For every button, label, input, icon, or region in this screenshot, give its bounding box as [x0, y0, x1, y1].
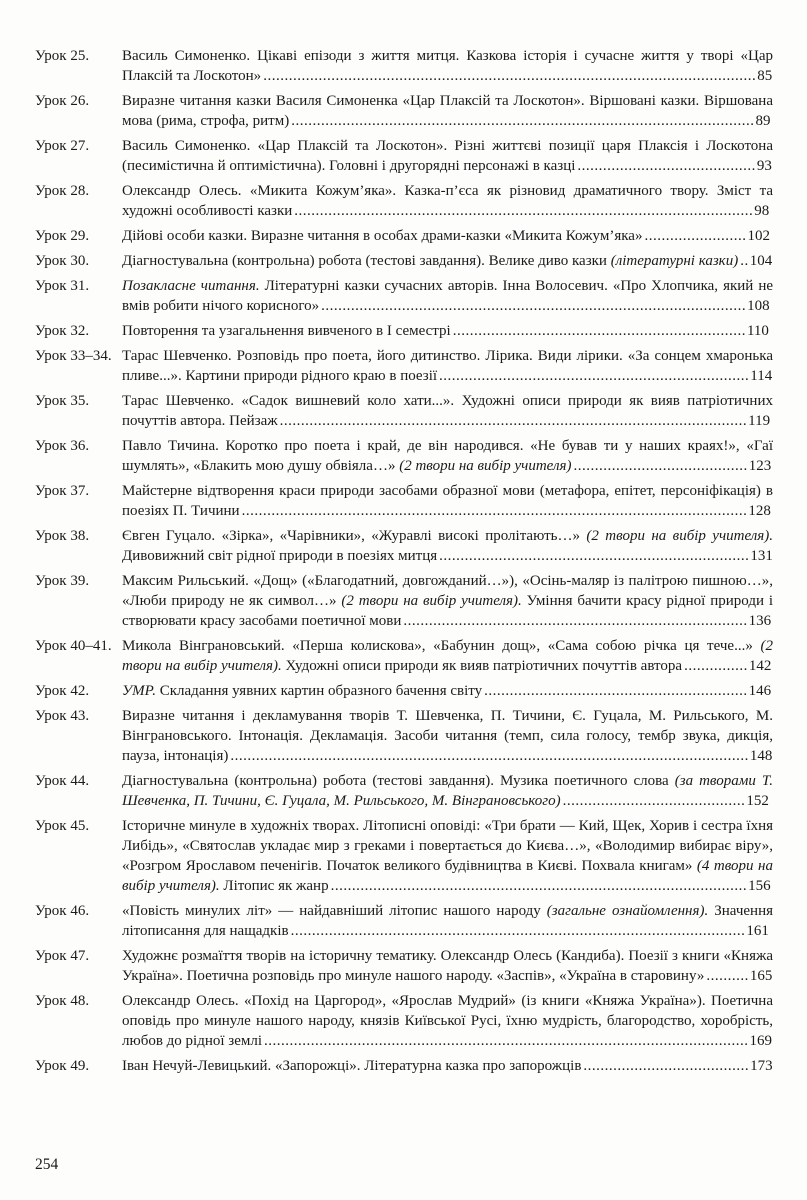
text-segment: (загальне ознайомлення).: [546, 903, 709, 919]
entry-title: [122, 436, 773, 476]
text-segment: (2 твори на вибір учителя): [399, 458, 572, 474]
dot-leader: .....................................................................: [452, 323, 746, 339]
toc-entry: [35, 481, 773, 521]
dot-leader: ............................................................................................................: [294, 203, 754, 219]
lesson-label: Урок 37.: [35, 483, 90, 499]
page-number: 173: [750, 1058, 773, 1074]
text-segment: (4 твори на вибір учителя).: [122, 858, 773, 894]
toc-entry: [35, 276, 773, 316]
toc-entry: [35, 571, 773, 631]
lesson-label: Урок 32.: [35, 323, 90, 339]
page-number: 119: [748, 413, 771, 429]
text-segment: Олександр Олесь. «Микита Кожум’яка». Казка-п’єса як різновид драматичного твору. Зміст та художні особливості казки: [122, 183, 773, 219]
text-segment: Позакласне читання.: [122, 278, 260, 294]
dot-leader: ..........: [706, 968, 749, 984]
entry-text: [122, 948, 773, 984]
lesson-label: Урок 47.: [35, 948, 90, 964]
toc-entry: [35, 771, 773, 811]
text-segment: Василь Симоненко. Цікаві епізоди з життя митця. Казкова історія і сучасне життя у творі «Цар Плаксій та Лоскотон»: [122, 48, 773, 84]
dot-leader: ..................................................................................................................: [264, 1033, 749, 1049]
toc-entry: [35, 91, 773, 131]
dot-leader: .......................................: [583, 1058, 750, 1074]
text-segment: Виразне читання казки Василя Симоненка «Цар Плаксій та Лоскотон». Віршовані казки. Віршована мова (рима, строфа, ритм): [122, 93, 773, 129]
entry-title: [122, 571, 773, 631]
toc-entry: [35, 1056, 773, 1076]
dot-leader: ..: [740, 253, 749, 269]
text-segment: Дійові особи казки. Виразне читання в особах драми-казки «Микита Кожум’яка»: [122, 228, 643, 244]
entry-title: [122, 181, 773, 221]
lesson-label: Урок 28.: [35, 183, 90, 199]
text-segment: (2 твори на вибір учителя).: [341, 593, 522, 609]
page-number: 123: [748, 458, 772, 474]
text-segment: (2 твори на вибір учителя).: [122, 638, 773, 674]
text-segment: Повторення та узагальнення вивченого в І семестрі: [122, 323, 451, 339]
dot-leader: ....................................................................................................: [321, 298, 747, 314]
lesson-label: Урок 45.: [35, 818, 90, 834]
text-segment: Тарас Шевченко. Розповідь про поета, його дитинство. Лірика. Види лірики. «За сонцем хмаронька пливе...». Картини природи рідного краю в поезії: [122, 348, 773, 384]
page-number: 136: [748, 613, 772, 629]
entry-title: [122, 136, 773, 176]
entry-title: [122, 946, 773, 986]
toc-entry: [35, 136, 773, 176]
page-number: 165: [749, 968, 773, 984]
lesson-label: Урок 26.: [35, 93, 90, 109]
toc-entry: [35, 251, 773, 271]
text-segment: Євген Гуцало. «Зірка», «Чарівники», «Журавлі високі пролітають…»: [122, 528, 587, 544]
page-number: 98: [754, 203, 770, 219]
entry-title: [122, 991, 773, 1051]
entry-title: [122, 251, 773, 271]
page-number: 108: [747, 298, 770, 314]
lesson-label: Урок 40–41.: [35, 638, 112, 654]
text-segment: Історичне минуле в художніх творах. Літописні оповіді: «Три брати — Кий, Щек, Хорив і сестра їхня Либідь», «Святослав укладає мир з греками і повертається до Києва…», «Володимир вибирає віру», «Розгром Ярославом печенігів. Початок великого будівництва в Києві. Похвала книгам»: [122, 818, 773, 874]
dot-leader: .......................................................................................................................: [241, 503, 748, 519]
entry-title: [122, 1056, 773, 1076]
entry-title: [122, 636, 773, 676]
text-segment: (2 твори на вибір учителя).: [586, 528, 773, 544]
entry-title: [122, 91, 773, 131]
dot-leader: ...........................................: [562, 793, 746, 809]
text-segment: Значення літописання для нащадків: [122, 903, 773, 939]
entry-title: [122, 276, 773, 316]
text-segment: Тарас Шевченко. «Садок вишневий коло хати...». Художні описи природи як вияв патріотичних почуттів автора. Пейзаж: [122, 393, 773, 429]
text-segment: Максим Рильський. «Дощ» («Благодатний, довгожданий…»), «Осінь-маляр із палітрою пишною…», «Люби природу не як символ…»: [122, 573, 773, 609]
entry-title: [122, 706, 773, 766]
text-segment: Уміння бачити красу рідної природи і створювати красу засобами поетичної мови: [122, 593, 773, 629]
page-number: 128: [748, 503, 771, 519]
entry-title: [122, 346, 773, 386]
entry-text: [122, 683, 482, 699]
toc-entry: [35, 991, 773, 1051]
footer-page-number: 254: [35, 1156, 59, 1173]
lesson-label: Урок 33–34.: [35, 348, 112, 364]
toc-entry: [35, 46, 773, 86]
text-segment: Василь Симоненко. «Цар Плаксій та Лоскотон». Різні життєві позиції царя Плаксія і Лоскотона (песимістична й оптимістична). Головні і другорядні персонажі в казці: [122, 138, 773, 174]
entry-title: [122, 481, 773, 521]
lesson-label: Урок 25.: [35, 48, 90, 64]
page-number: 104: [749, 253, 773, 269]
lesson-label: Урок 39.: [35, 573, 90, 589]
lesson-label: Урок 42.: [35, 683, 90, 699]
entry-title: [122, 526, 773, 566]
lesson-label: Урок 38.: [35, 528, 90, 544]
page-number: 102: [747, 228, 770, 244]
toc-list: [35, 46, 773, 1076]
lesson-label: Урок 29.: [35, 228, 90, 244]
toc-entry: [35, 526, 773, 566]
page-number: 85: [757, 68, 773, 84]
page-number: 93: [756, 158, 772, 174]
toc-entry: [35, 346, 773, 386]
dot-leader: .............................................................................................................: [291, 113, 755, 129]
page-number: 142: [748, 658, 772, 674]
text-segment: Микола Вінграновський. «Перша колискова», «Бабунин дощ», «Сама собою річка ця тече...»: [122, 638, 761, 654]
page-number: 156: [748, 878, 771, 894]
lesson-label: Урок 46.: [35, 903, 90, 919]
text-segment: Діагностувальна (контрольна) робота (тестові завдання). Музика поетичного слова: [122, 773, 675, 789]
lesson-label: Урок 49.: [35, 1058, 90, 1074]
toc-entry: [35, 226, 773, 246]
text-segment: Художнє розмаїття творів на історичну тематику. Олександр Олесь (Кандиба). Поезії з книги «Княжа Україна». Поетична розповідь про минуле нашого народу. «Заспів», «Україна в старовину»: [122, 948, 773, 984]
text-segment: Дивовижний світ рідної природи в поезіях митця: [122, 548, 438, 564]
lesson-label: Урок 48.: [35, 993, 90, 1009]
lesson-label: Урок 43.: [35, 708, 90, 724]
dot-leader: .................................................................................: [403, 613, 748, 629]
entry-title: [122, 226, 773, 246]
toc-entry: [35, 946, 773, 986]
text-segment: Майстерне відтворення краси природи засобами образної мови (метафора, епітет, персоніфікація) в поезіях П. Тичини: [122, 483, 773, 519]
toc-entry: [35, 681, 773, 701]
toc-entry: [35, 321, 773, 341]
dot-leader: ..............................................................................................................: [279, 413, 748, 429]
lesson-label: Урок 27.: [35, 138, 90, 154]
text-segment: Літературні казки сучасних авторів. Інна Волосевич. «Про Хлопчика, який не вмів робити нічого корисного»: [122, 278, 774, 314]
text-segment: «Повість минулих літ» — найдавніший літопис нашого народу: [122, 903, 547, 919]
lesson-label: Урок 44.: [35, 773, 90, 789]
dot-leader: ........................: [644, 228, 747, 244]
toc-entry: [35, 391, 773, 431]
entry-title: [122, 771, 773, 811]
dot-leader: ..........................................: [577, 158, 756, 174]
dot-leader: .........................................................................: [439, 368, 750, 384]
toc-entry: [35, 436, 773, 476]
entry-title: [122, 321, 773, 341]
entry-text: [122, 323, 451, 339]
page-number: 131: [750, 548, 773, 564]
page-number: 169: [749, 1033, 773, 1049]
page-number: 114: [750, 368, 773, 384]
dot-leader: .........................................: [573, 458, 748, 474]
page-number: 152: [746, 793, 769, 809]
entry-title: [122, 816, 773, 896]
entry-title: [122, 681, 773, 701]
text-segment: Художні описи природи як вияв патріотичних почуттів автора: [281, 658, 683, 674]
text-segment: Виразне читання і декламування творів Т. Шевченка, П. Тичини, Є. Гуцала, М. Рильського, М. Вінграновського. Інтонація. Декламація. Засоби читання (темп, сила голосу, тембр звука, дикція, пауза, інтонація): [122, 708, 773, 764]
toc-entry: [35, 901, 773, 941]
text-segment: (за творами Т. Шевченка, П. Тичини, Є. Гуцала, М. Рильського, М. Вінграновського): [122, 773, 773, 809]
lesson-label: Урок 31.: [35, 278, 90, 294]
page-number: 148: [749, 748, 773, 764]
dot-leader: ..................................................................................................: [330, 878, 748, 894]
entry-title: [122, 46, 773, 86]
text-segment: Павло Тичина. Коротко про поета і край, де він народився. «Не бував ти у наших краях!», «Гаї шумлять», «Блакить мою душу обвіяла…»: [122, 438, 773, 474]
dot-leader: ..............................................................: [484, 683, 748, 699]
toc-entry: [35, 706, 773, 766]
dot-leader: ...............: [684, 658, 748, 674]
text-segment: Складання уявних картин образного бачення світу: [156, 683, 483, 699]
text-segment: Олександр Олесь. «Похід на Царгород», «Ярослав Мудрий» (із книги «Княжа Україна»). Поетична оповідь про минуле нашого народу, князів Київської Русі, їхню мудрість, благородство, хоробрість, любов до рідної землі: [122, 993, 773, 1049]
entry-text: [122, 253, 738, 269]
text-segment: УМР.: [122, 683, 156, 699]
page-number: 146: [748, 683, 772, 699]
entry-title: [122, 391, 773, 431]
page-number: 110: [746, 323, 769, 339]
entry-title: [122, 901, 773, 941]
text-segment: Іван Нечуй-Левицький. «Запорожці». Літературна казка про запорожців: [122, 1058, 582, 1074]
entry-text: [122, 228, 642, 244]
lesson-label: Урок 30.: [35, 253, 90, 269]
entry-text: [122, 1058, 581, 1074]
toc-entry: [35, 636, 773, 676]
page-number: 89: [755, 113, 771, 129]
text-segment: Діагностувальна (контрольна) робота (тестові завдання). Велике диво казки: [122, 253, 611, 269]
text-segment: (літературні казки): [610, 253, 739, 269]
text-segment: Літопис як жанр: [219, 878, 329, 894]
entry-text: [122, 638, 773, 674]
dot-leader: ..........................................................................................................................: [230, 748, 749, 764]
dot-leader: ....................................................................................................................: [263, 68, 757, 84]
toc-entry: [35, 816, 773, 896]
dot-leader: ...........................................................................................................: [290, 923, 746, 939]
lesson-label: Урок 35.: [35, 393, 90, 409]
toc-entry: [35, 181, 773, 221]
page-number: 161: [746, 923, 769, 939]
dot-leader: .........................................................................: [439, 548, 750, 564]
lesson-label: Урок 36.: [35, 438, 90, 454]
